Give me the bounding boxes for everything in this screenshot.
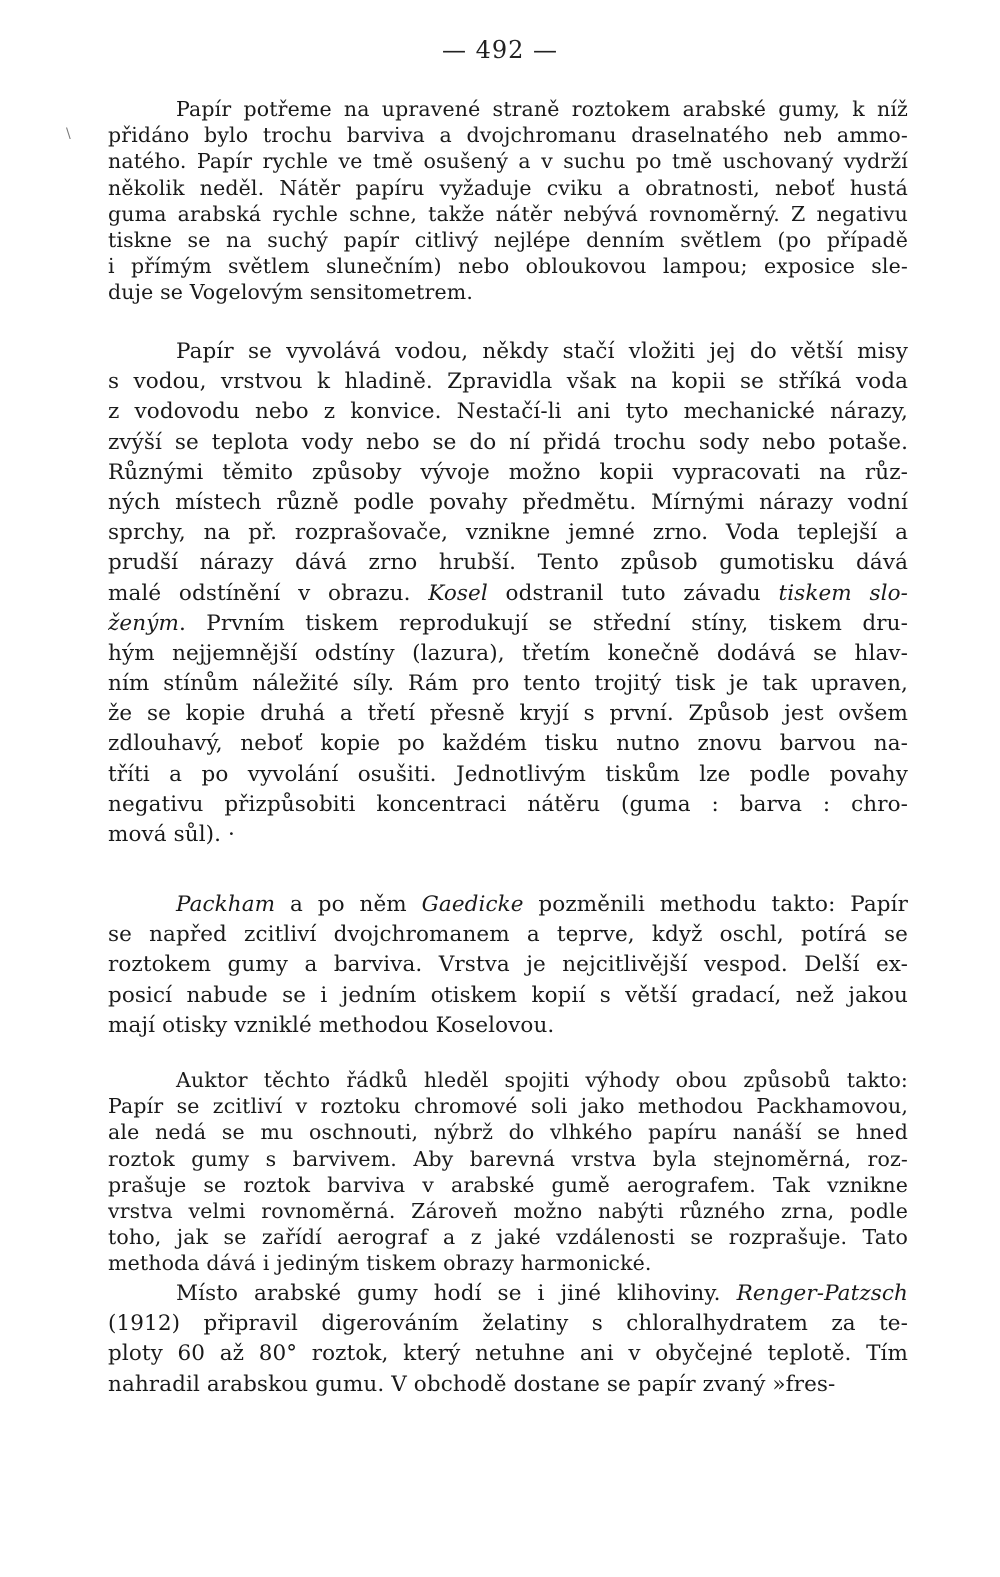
text-segment: mová sůl). · <box>108 822 235 847</box>
text-line <box>108 1067 908 1093</box>
text-segment: tiskne se na suchý papír citlivý nejlépe denním světlem (po případě <box>108 227 908 252</box>
text-segment: z vodovodu nebo z konvice. Nestačí-li ani tyto mechanické nárazy, <box>108 399 908 425</box>
text-segment: prašuje se roztok barviva v arabské gumě aerografem. Tak vznikne <box>108 1172 908 1197</box>
text-line <box>108 950 908 980</box>
text-segment: tříti a po vyvolání osušiti. Jednotlivým tiskům lze podle povahy <box>108 761 908 787</box>
text-line <box>108 488 908 518</box>
text-line <box>108 1093 908 1119</box>
text-segment: methoda dává i jediným tiskem obrazy harmonické. <box>108 1251 652 1276</box>
text-segment: i přímým světlem slunečním) nebo obloukovou lampou; exposice sle- <box>108 254 908 279</box>
text-line <box>108 1011 908 1041</box>
text-line <box>108 1224 908 1250</box>
italic-name: Gaedicke <box>421 892 524 917</box>
text-segment: Auktor těchto řádků hleděl spojiti výhody obou způsobů takto: <box>176 1068 908 1092</box>
text-line <box>108 1309 908 1339</box>
text-line <box>108 1250 908 1276</box>
text-line <box>108 458 908 488</box>
text-line <box>108 729 908 759</box>
text-line <box>108 148 908 174</box>
text-segment: pozměnili methodu takto: Papír <box>523 892 908 917</box>
text-segment: mají otisky vzniklé methodou Koselovou. <box>108 1012 555 1038</box>
text-segment: ním stínům náležité síly. Rám pro tento trojitý tisk je tak upraven, <box>108 671 908 697</box>
italic-name: Renger-Patzsch <box>736 1281 908 1306</box>
paragraph-5 <box>108 1279 908 1400</box>
stray-mark: \ <box>66 126 71 142</box>
text-segment: vrstva velmi rovnoměrná. Zároveň možno nabýti různého zrna, podle <box>108 1198 908 1223</box>
paragraph-3 <box>108 890 908 1041</box>
text-segment: a po něm <box>275 892 422 917</box>
text-segment: zdlouhavý, neboť kopie po každém tisku nutno znovu barvou na- <box>108 731 908 757</box>
text-segment: prudší nárazy dává zrno hrubší. Tento způsob gumotisku dává <box>108 550 908 576</box>
text-line <box>108 820 908 850</box>
text-segment: Papír potřeme na upravené straně roztokem arabské gumy, k níž <box>176 97 908 121</box>
text-line <box>108 1279 908 1309</box>
text-line <box>108 609 908 639</box>
text-line <box>108 279 908 305</box>
text-line <box>108 253 908 279</box>
text-line <box>108 548 908 578</box>
text-segment: (1912) připravil digerováním želatiny s chloralhydratem za te- <box>108 1311 908 1337</box>
text-segment: malé odstínění v obrazu. <box>108 580 429 606</box>
text-line <box>108 227 908 253</box>
text-segment: posicí nabude se i jedním otiskem kopií s větší gradací, než jakou <box>108 982 908 1008</box>
text-segment: guma arabská rychle schne, takže nátěr nebývá rovnoměrný. Z negativu <box>108 201 908 226</box>
paragraph-2 <box>108 337 908 850</box>
text-line <box>108 890 908 920</box>
text-line <box>108 1339 908 1369</box>
text-line <box>108 518 908 548</box>
text-line <box>108 639 908 669</box>
italic-name: ženým <box>108 610 179 636</box>
text-segment: že se kopie druhá a třetí přesně kryjí s první. Způsob jest ovšem <box>108 701 908 727</box>
text-segment: ných místech různě podle povahy předmětu. Mírnými nárazy vodní <box>108 489 908 515</box>
text-segment: duje se Vogelovým sensitometrem. <box>108 280 474 305</box>
text-line <box>108 122 908 148</box>
text-line <box>108 337 908 367</box>
paragraph-1 <box>108 96 908 306</box>
text-line <box>108 790 908 820</box>
text-line <box>108 1198 908 1224</box>
paragraph-4 <box>108 1067 908 1277</box>
text-line <box>108 699 908 729</box>
text-segment: se napřed zcitliví dvojchromanem a teprve, když oschl, potírá se <box>108 922 908 948</box>
text-segment: s vodou, vrstvou k hladině. Zpravidla však na kopii se stříká voda <box>108 369 908 395</box>
text-segment: toho, jak se zařídí aerograf a z jaké vzdálenosti se rozprašuje. Tato <box>108 1225 908 1250</box>
text-line <box>108 920 908 950</box>
text-line <box>108 760 908 790</box>
text-line <box>108 397 908 427</box>
text-segment: ploty 60 až 80° roztok, který netuhne ani v obyčejné teplotě. Tím <box>108 1341 908 1367</box>
text-segment: zvýší se teplota vody nebo se do ní přidá trochu sody nebo potaše. <box>108 429 908 455</box>
text-line <box>108 1370 908 1400</box>
text-line <box>108 175 908 201</box>
text-segment: Místo arabské gumy hodí se i jiné klihoviny. <box>176 1281 737 1306</box>
text-segment: ale nedá se mu oschnouti, nýbrž do vlhkého papíru nanáší se hned <box>108 1120 908 1145</box>
text-segment: nahradil arabskou gumu. V obchodě dostane se papír zvaný »fres- <box>108 1371 836 1397</box>
text-line <box>108 1172 908 1198</box>
text-segment: Různými těmito způsoby vývoje možno kopii vypracovati na růz- <box>108 459 908 485</box>
italic-name: tiskem slo- <box>778 580 908 606</box>
italic-name: Kosel <box>428 580 488 606</box>
text-segment: sprchy, na př. rozprašovače, vznikne jemné zrno. Voda teplejší a <box>108 520 908 546</box>
text-line <box>108 981 908 1011</box>
text-segment: negativu přizpůsobiti koncentraci nátěru (guma : barva : chro- <box>108 791 908 817</box>
text-segment: hým nejjemnější odstíny (lazura), třetím konečně dodává se hlav- <box>108 640 908 666</box>
text-segment: odstranil tuto závadu <box>487 580 779 606</box>
text-line <box>108 579 908 609</box>
text-segment: roztok gumy s barvivem. Aby barevná vrstva byla stejnoměrná, roz- <box>108 1146 908 1171</box>
text-segment: přidáno bylo trochu barviva a dvojchromanu draselnatého neb ammo- <box>108 123 908 148</box>
text-line <box>108 201 908 227</box>
page-number: — 492 — <box>441 36 559 64</box>
text-segment: . Prvním tiskem reprodukují se střední stíny, tiskem dru- <box>178 610 908 636</box>
text-line <box>108 367 908 397</box>
text-line <box>108 669 908 699</box>
text-line <box>108 1119 908 1145</box>
text-segment: roztokem gumy a barviva. Vrstva je nejcitlivější vespod. Delší ex- <box>108 952 908 978</box>
text-segment: Papír se vyvolává vodou, někdy stačí vložiti jej do větší misy <box>176 339 908 364</box>
text-segment: několik neděl. Nátěr papíru vyžaduje cviku a obratnosti, neboť hustá <box>108 175 908 200</box>
italic-name: Packham <box>176 892 276 917</box>
text-segment: Papír se zcitliví v roztoku chromové soli jako methodou Packhamovou, <box>108 1094 908 1119</box>
text-segment: natého. Papír rychle ve tmě osušený a v suchu po tmě uschovaný vydrží <box>108 149 908 174</box>
text-line <box>108 1146 908 1172</box>
text-line <box>108 428 908 458</box>
text-line <box>108 96 908 122</box>
